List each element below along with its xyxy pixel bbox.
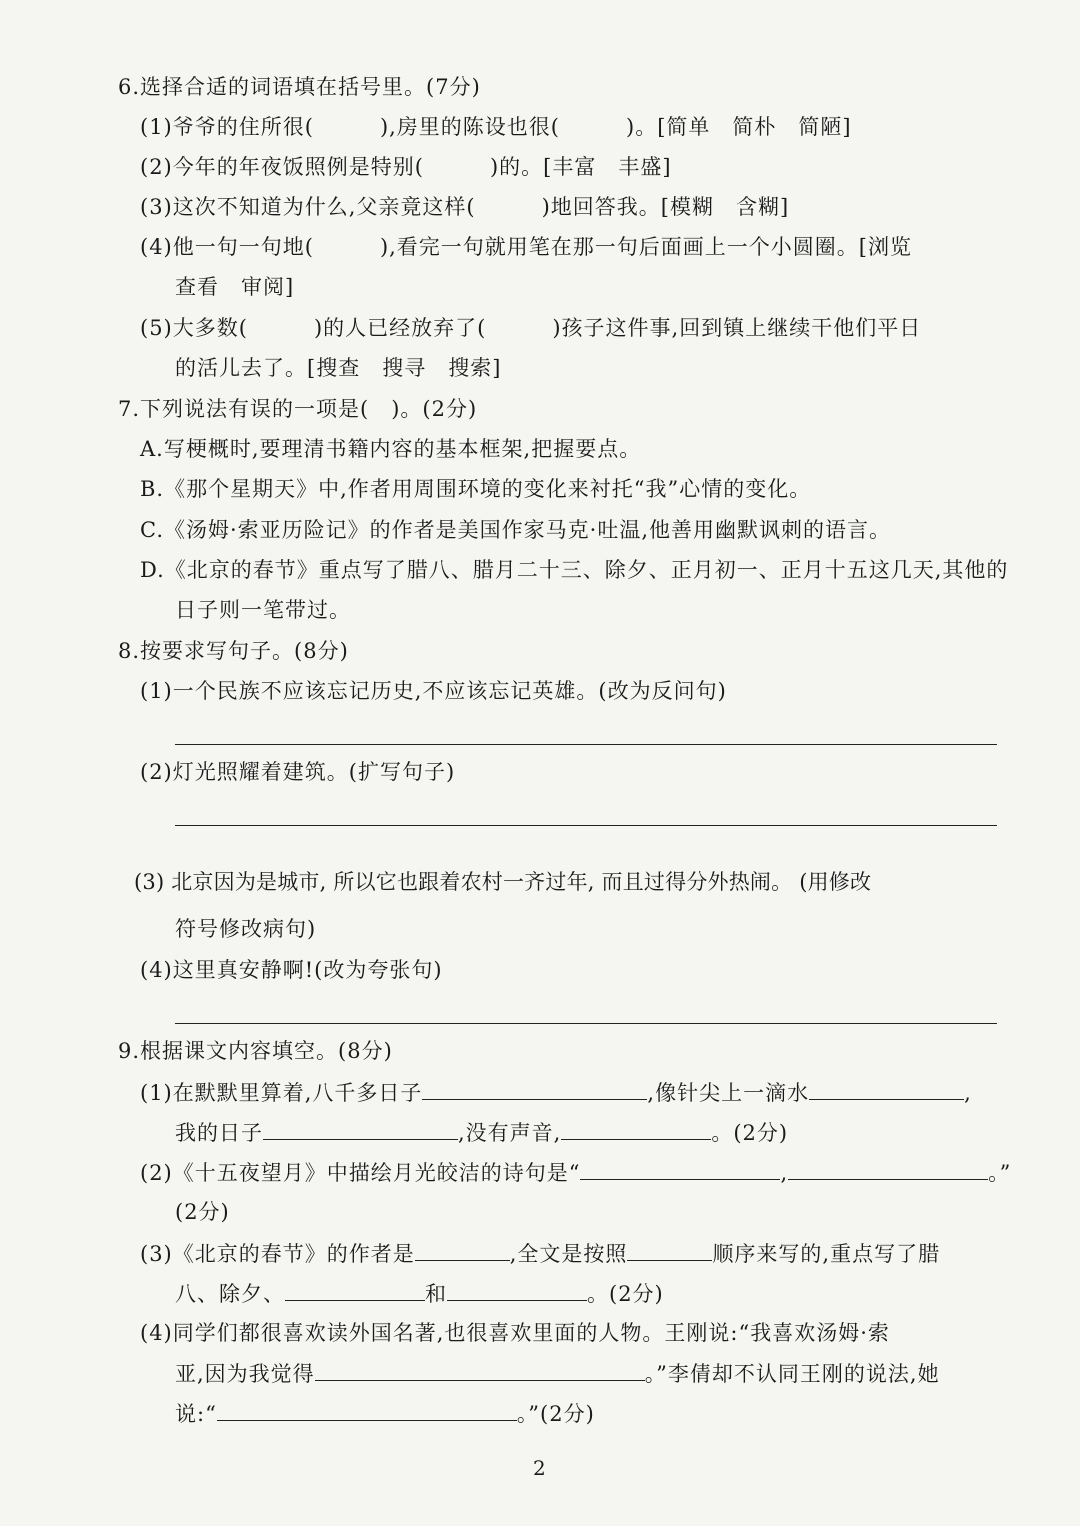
q9-3-text-b: ,全文是按照	[509, 1242, 628, 1266]
q9-item-1-cont	[175, 1117, 788, 1148]
q6-title: 6.选择合适的词语填在括号里。(7分)	[118, 75, 481, 99]
q6-item-4-cont: 查看 审阅]	[175, 275, 295, 299]
q8-answer-line-4[interactable]	[175, 1023, 997, 1024]
q9-1-text-b: ,像针尖上一滴水	[647, 1081, 810, 1105]
q9-3-blank-1[interactable]	[415, 1238, 510, 1261]
q9-3-text-a: (3)《北京的春节》的作者是	[140, 1242, 415, 1266]
q8-sentence-3: (3) 北京因为是城市, 所以它也跟着农村一齐过年, 而且过得分外热闹。 (用修改	[134, 870, 872, 894]
q9-4-blank-1[interactable]	[315, 1358, 645, 1381]
q7-title: 7.下列说法有误的一项是( )。(2分)	[118, 397, 478, 421]
q9-item-4-cont	[175, 1358, 940, 1389]
page-number: 2	[533, 1456, 546, 1480]
q9-1-text-c: ,	[964, 1081, 972, 1105]
q9-3-blank-3[interactable]	[285, 1278, 425, 1301]
q9-title: 9.根据课文内容填空。(8分)	[118, 1039, 393, 1063]
q9-3-text-e: 和	[425, 1282, 447, 1306]
q9-3-text-d: 八、除夕、	[175, 1282, 285, 1306]
q9-item-3-cont	[175, 1278, 664, 1309]
q9-4-text-c: 。”李倩却不认同王刚的说法,她	[644, 1362, 940, 1386]
q9-3-blank-2[interactable]	[627, 1238, 712, 1261]
q8-sentence-1: (1)一个民族不应该忘记历史,不应该忘记英雄。(改为反问句)	[140, 679, 727, 703]
q8-sentence-4: (4)这里真安静啊!(改为夸张句)	[140, 958, 443, 982]
q6-item-5: (5)大多数( )的人已经放弃了( )孩子这件事,回到镇上继续干他们平日	[140, 316, 922, 340]
q8-title: 8.按要求写句子。(8分)	[118, 639, 349, 663]
q7-option-b: B.《那个星期天》中,作者用周围环境的变化来衬托“我”心情的变化。	[140, 477, 812, 501]
q9-3-blank-4[interactable]	[447, 1278, 587, 1301]
q9-4-text-d: 说:“	[175, 1402, 217, 1426]
q7-option-d: D.《北京的春节》重点写了腊八、腊月二十三、除夕、正月初一、正月十五这几天,其他的	[140, 558, 1009, 582]
q6-item-4: (4)他一句一句地( ),看完一句就用笔在那一句后面画上一个小圆圈。[浏览	[140, 235, 912, 259]
q9-1-text-e: ,没有声音,	[458, 1121, 562, 1145]
q9-1-blank-4[interactable]	[561, 1117, 711, 1140]
q9-item-1	[140, 1077, 972, 1108]
q6-item-3: (3)这次不知道为什么,父亲竟这样( )地回答我。[模糊 含糊]	[140, 195, 790, 219]
q9-item-4: (4)同学们都很喜欢读外国名著,也很喜欢里面的人物。王刚说:“我喜欢汤姆·索	[140, 1321, 890, 1345]
q9-item-4-cont2	[175, 1398, 595, 1429]
q9-1-text-f: 。(2分)	[711, 1121, 789, 1145]
q9-item-2-score: (2分)	[175, 1200, 230, 1224]
q9-1-text-d: 我的日子	[175, 1121, 263, 1145]
q9-2-blank-1[interactable]	[580, 1157, 780, 1180]
q9-1-text-a: (1)在默默里算着,八千多日子	[140, 1081, 423, 1105]
q9-item-3	[140, 1238, 940, 1269]
q9-3-text-c: 顺序来写的,重点写了腊	[712, 1242, 941, 1266]
q6-item-5-cont: 的活儿去了。[搜查 搜寻 搜索]	[175, 356, 502, 380]
q9-1-blank-1[interactable]	[422, 1077, 647, 1100]
q9-2-text-b: ,	[780, 1161, 789, 1185]
q7-option-c: C.《汤姆·索亚历险记》的作者是美国作家马克·吐温,他善用幽默讽刺的语言。	[140, 518, 892, 542]
q9-2-text-c: 。”	[988, 1161, 1012, 1185]
q9-4-text-b: 亚,因为我觉得	[175, 1362, 315, 1386]
q6-item-2: (2)今年的年夜饭照例是特别( )的。[丰富 丰盛]	[140, 155, 672, 179]
q9-4-blank-2[interactable]	[217, 1398, 517, 1421]
q9-item-2	[140, 1157, 1011, 1188]
q7-option-a: A.写梗概时,要理清书籍内容的基本框架,把握要点。	[140, 437, 642, 461]
q7-option-d-cont: 日子则一笔带过。	[175, 598, 351, 622]
q8-sentence-2: (2)灯光照耀着建筑。(扩写句子)	[140, 760, 456, 784]
q9-1-blank-3[interactable]	[263, 1117, 458, 1140]
q9-4-text-e: 。”(2分)	[516, 1402, 595, 1426]
q8-answer-line-1[interactable]	[175, 744, 997, 745]
q9-2-blank-2[interactable]	[788, 1157, 988, 1180]
q9-1-blank-2[interactable]	[809, 1077, 964, 1100]
q8-sentence-3-cont: 符号修改病句)	[175, 917, 317, 941]
q9-2-text-a: (2)《十五夜望月》中描绘月光皎洁的诗句是“	[140, 1161, 581, 1185]
q8-answer-line-2[interactable]	[175, 825, 997, 826]
q6-item-1: (1)爷爷的住所很( ),房里的陈设也很( )。[简单 简朴 简陋]	[140, 115, 852, 139]
q9-3-text-f: 。(2分)	[587, 1282, 664, 1306]
